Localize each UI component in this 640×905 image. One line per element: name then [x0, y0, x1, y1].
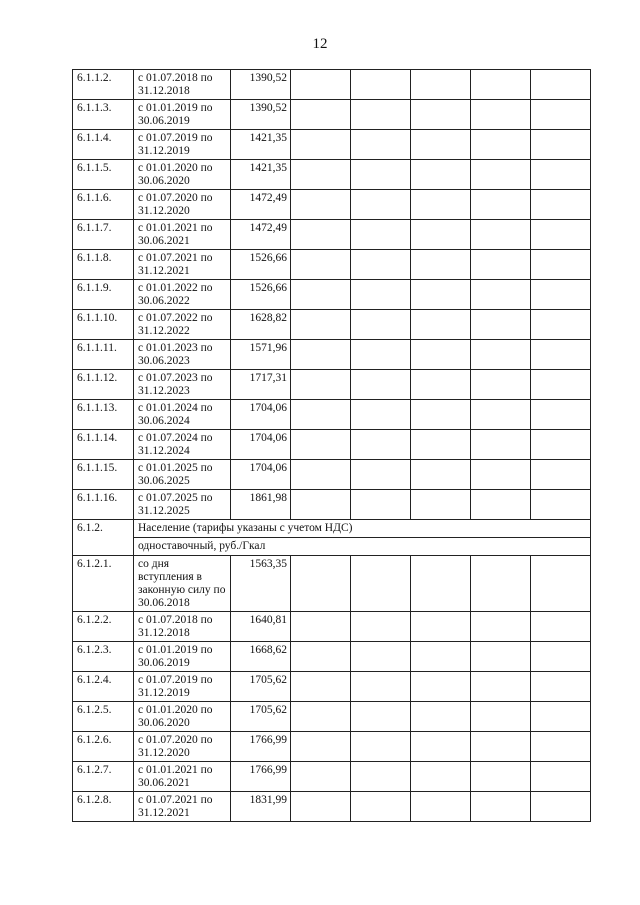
- row-period: с 01.01.2022 по 30.06.2022: [134, 280, 231, 310]
- row-number: 6.1.2.5.: [73, 702, 134, 732]
- empty-cell: [411, 642, 471, 672]
- empty-cell: [531, 340, 591, 370]
- empty-cell: [291, 460, 351, 490]
- empty-cell: [291, 702, 351, 732]
- row-number: 6.1.1.11.: [73, 340, 134, 370]
- empty-cell: [531, 160, 591, 190]
- row-value: 1668,62: [231, 642, 291, 672]
- row-value: 1640,81: [231, 612, 291, 642]
- empty-cell: [291, 340, 351, 370]
- empty-cell: [411, 762, 471, 792]
- empty-cell: [471, 702, 531, 732]
- row-period: с 01.07.2019 по 31.12.2019: [134, 672, 231, 702]
- row-value: 1717,31: [231, 370, 291, 400]
- empty-cell: [351, 310, 411, 340]
- table-row: [73, 100, 591, 130]
- empty-cell: [471, 612, 531, 642]
- empty-cell: [291, 762, 351, 792]
- table-row: [73, 370, 591, 400]
- empty-cell: [351, 642, 411, 672]
- row-number: 6.1.1.4.: [73, 130, 134, 160]
- row-value: 1563,35: [231, 556, 291, 612]
- row-number: 6.1.1.3.: [73, 100, 134, 130]
- empty-cell: [291, 430, 351, 460]
- empty-cell: [531, 130, 591, 160]
- row-value: 1390,52: [231, 70, 291, 100]
- table-row: [73, 556, 591, 612]
- row-value: 1831,99: [231, 792, 291, 822]
- row-period: с 01.01.2020 по 30.06.2020: [134, 702, 231, 732]
- row-number: 6.1.2.2.: [73, 612, 134, 642]
- empty-cell: [291, 280, 351, 310]
- row-number: 6.1.2.3.: [73, 642, 134, 672]
- row-value: 1766,99: [231, 762, 291, 792]
- empty-cell: [531, 672, 591, 702]
- empty-cell: [351, 490, 411, 520]
- empty-cell: [291, 672, 351, 702]
- row-period: с 01.07.2019 по 31.12.2019: [134, 130, 231, 160]
- empty-cell: [471, 556, 531, 612]
- page-number: 12: [312, 36, 328, 52]
- empty-cell: [411, 220, 471, 250]
- row-value: 1421,35: [231, 130, 291, 160]
- empty-cell: [411, 100, 471, 130]
- table-row: [73, 160, 591, 190]
- row-value: 1861,98: [231, 490, 291, 520]
- empty-cell: [351, 100, 411, 130]
- table-row: [73, 250, 591, 280]
- row-period: со дня вступления в законную силу по 30.06.2018: [134, 556, 231, 612]
- empty-cell: [411, 672, 471, 702]
- empty-cell: [411, 792, 471, 822]
- table-row: [73, 430, 591, 460]
- table-row: [73, 702, 591, 732]
- row-number: 6.1.2.4.: [73, 672, 134, 702]
- row-value: 1705,62: [231, 672, 291, 702]
- empty-cell: [531, 70, 591, 100]
- row-number: 6.1.1.12.: [73, 370, 134, 400]
- empty-cell: [351, 70, 411, 100]
- empty-cell: [531, 612, 591, 642]
- row-period: с 01.01.2020 по 30.06.2020: [134, 160, 231, 190]
- row-value: 1628,82: [231, 310, 291, 340]
- row-period: с 01.01.2019 по 30.06.2019: [134, 100, 231, 130]
- section-subtitle-row: [73, 538, 591, 556]
- empty-cell: [411, 340, 471, 370]
- empty-cell: [471, 310, 531, 340]
- empty-cell: [531, 762, 591, 792]
- table-row: [73, 642, 591, 672]
- empty-cell: [291, 732, 351, 762]
- empty-cell: [531, 280, 591, 310]
- row-period: с 01.01.2023 по 30.06.2023: [134, 340, 231, 370]
- empty-cell: [531, 702, 591, 732]
- empty-cell: [411, 250, 471, 280]
- table-row: [73, 280, 591, 310]
- row-value: 1704,06: [231, 430, 291, 460]
- row-number: 6.1.1.6.: [73, 190, 134, 220]
- row-period: с 01.07.2023 по 31.12.2023: [134, 370, 231, 400]
- row-period: с 01.01.2024 по 30.06.2024: [134, 400, 231, 430]
- row-value: 1421,35: [231, 160, 291, 190]
- empty-cell: [351, 280, 411, 310]
- row-number: 6.1.1.13.: [73, 400, 134, 430]
- empty-cell: [411, 190, 471, 220]
- empty-cell: [411, 732, 471, 762]
- empty-cell: [351, 370, 411, 400]
- row-value: 1571,96: [231, 340, 291, 370]
- empty-cell: [471, 762, 531, 792]
- empty-cell: [411, 430, 471, 460]
- empty-cell: [411, 460, 471, 490]
- empty-cell: [531, 490, 591, 520]
- table-row: [73, 130, 591, 160]
- section-title-row: [73, 520, 591, 538]
- row-period: с 01.07.2020 по 31.12.2020: [134, 732, 231, 762]
- row-value: 1704,06: [231, 460, 291, 490]
- empty-cell: [471, 732, 531, 762]
- section-subtitle: одноставочный, руб./Гкал: [134, 538, 591, 556]
- row-value: 1704,06: [231, 400, 291, 430]
- empty-cell: [411, 70, 471, 100]
- row-number: 6.1.2.7.: [73, 762, 134, 792]
- tariff-rows-bottom: [73, 556, 591, 822]
- empty-cell: [531, 370, 591, 400]
- empty-cell: [411, 370, 471, 400]
- empty-cell: [351, 340, 411, 370]
- empty-cell: [531, 250, 591, 280]
- row-number: 6.1.1.10.: [73, 310, 134, 340]
- table-row: [73, 762, 591, 792]
- row-number: 6.1.2.1.: [73, 556, 134, 612]
- empty-cell: [411, 280, 471, 310]
- row-period: с 01.07.2025 по 31.12.2025: [134, 490, 231, 520]
- empty-cell: [411, 612, 471, 642]
- row-value: 1390,52: [231, 100, 291, 130]
- empty-cell: [411, 400, 471, 430]
- row-period: с 01.07.2021 по 31.12.2021: [134, 792, 231, 822]
- empty-cell: [291, 642, 351, 672]
- empty-cell: [471, 190, 531, 220]
- empty-cell: [531, 400, 591, 430]
- empty-cell: [291, 400, 351, 430]
- row-period: с 01.01.2025 по 30.06.2025: [134, 460, 231, 490]
- row-period: с 01.01.2019 по 30.06.2019: [134, 642, 231, 672]
- empty-cell: [471, 642, 531, 672]
- empty-cell: [531, 310, 591, 340]
- empty-cell: [531, 792, 591, 822]
- empty-cell: [351, 160, 411, 190]
- row-number: 6.1.2.8.: [73, 792, 134, 822]
- empty-cell: [351, 130, 411, 160]
- empty-cell: [471, 400, 531, 430]
- section-population: [73, 520, 591, 556]
- empty-cell: [351, 556, 411, 612]
- row-number: 6.1.1.8.: [73, 250, 134, 280]
- empty-cell: [471, 220, 531, 250]
- table-row: [73, 70, 591, 100]
- table-row: [73, 732, 591, 762]
- empty-cell: [411, 160, 471, 190]
- row-number: 6.1.1.9.: [73, 280, 134, 310]
- row-number: 6.1.1.7.: [73, 220, 134, 250]
- row-value: 1705,62: [231, 702, 291, 732]
- empty-cell: [471, 340, 531, 370]
- row-period: с 01.07.2021 по 31.12.2021: [134, 250, 231, 280]
- row-value: 1766,99: [231, 732, 291, 762]
- row-period: с 01.01.2021 по 30.06.2021: [134, 220, 231, 250]
- empty-cell: [351, 702, 411, 732]
- row-period: с 01.07.2018 по 31.12.2018: [134, 70, 231, 100]
- empty-cell: [411, 702, 471, 732]
- empty-cell: [531, 190, 591, 220]
- empty-cell: [351, 732, 411, 762]
- row-number: 6.1.1.5.: [73, 160, 134, 190]
- empty-cell: [351, 672, 411, 702]
- empty-cell: [411, 490, 471, 520]
- table-row: [73, 190, 591, 220]
- empty-cell: [291, 250, 351, 280]
- empty-cell: [291, 612, 351, 642]
- row-value: 1472,49: [231, 220, 291, 250]
- empty-cell: [471, 792, 531, 822]
- empty-cell: [351, 400, 411, 430]
- empty-cell: [351, 460, 411, 490]
- empty-cell: [291, 556, 351, 612]
- empty-cell: [351, 762, 411, 792]
- empty-cell: [291, 130, 351, 160]
- row-number: 6.1.1.15.: [73, 460, 134, 490]
- row-value: 1526,66: [231, 250, 291, 280]
- row-period: с 01.07.2022 по 31.12.2022: [134, 310, 231, 340]
- table-row: [73, 490, 591, 520]
- row-value: 1472,49: [231, 190, 291, 220]
- section-title: Население (тарифы указаны с учетом НДС): [134, 520, 591, 538]
- empty-cell: [471, 70, 531, 100]
- table-row: [73, 460, 591, 490]
- empty-cell: [531, 220, 591, 250]
- row-value: 1526,66: [231, 280, 291, 310]
- empty-cell: [291, 100, 351, 130]
- table-row: [73, 672, 591, 702]
- section-number: 6.1.2.: [73, 520, 134, 556]
- table-row: [73, 340, 591, 370]
- empty-cell: [291, 310, 351, 340]
- row-period: с 01.07.2020 по 31.12.2020: [134, 190, 231, 220]
- row-period: с 01.07.2018 по 31.12.2018: [134, 612, 231, 642]
- table-row: [73, 220, 591, 250]
- row-number: 6.1.1.16.: [73, 490, 134, 520]
- empty-cell: [531, 732, 591, 762]
- row-number: 6.1.2.6.: [73, 732, 134, 762]
- empty-cell: [471, 100, 531, 130]
- empty-cell: [471, 672, 531, 702]
- table-row: [73, 612, 591, 642]
- empty-cell: [291, 220, 351, 250]
- empty-cell: [351, 792, 411, 822]
- empty-cell: [351, 220, 411, 250]
- empty-cell: [411, 556, 471, 612]
- empty-cell: [291, 370, 351, 400]
- empty-cell: [291, 160, 351, 190]
- empty-cell: [291, 190, 351, 220]
- table-row: [73, 310, 591, 340]
- row-number: 6.1.1.2.: [73, 70, 134, 100]
- empty-cell: [291, 490, 351, 520]
- empty-cell: [471, 490, 531, 520]
- empty-cell: [471, 370, 531, 400]
- empty-cell: [411, 130, 471, 160]
- empty-cell: [351, 250, 411, 280]
- tariff-table: [72, 69, 591, 822]
- row-period: с 01.07.2024 по 31.12.2024: [134, 430, 231, 460]
- empty-cell: [531, 642, 591, 672]
- empty-cell: [531, 556, 591, 612]
- empty-cell: [471, 250, 531, 280]
- empty-cell: [531, 100, 591, 130]
- empty-cell: [531, 430, 591, 460]
- tariff-rows-top: [73, 70, 591, 520]
- table-row: [73, 792, 591, 822]
- empty-cell: [411, 310, 471, 340]
- empty-cell: [291, 792, 351, 822]
- empty-cell: [471, 430, 531, 460]
- empty-cell: [351, 430, 411, 460]
- empty-cell: [471, 280, 531, 310]
- row-period: с 01.01.2021 по 30.06.2021: [134, 762, 231, 792]
- empty-cell: [351, 190, 411, 220]
- empty-cell: [351, 612, 411, 642]
- empty-cell: [531, 460, 591, 490]
- empty-cell: [471, 160, 531, 190]
- table-row: [73, 400, 591, 430]
- empty-cell: [471, 460, 531, 490]
- empty-cell: [471, 130, 531, 160]
- empty-cell: [291, 70, 351, 100]
- row-number: 6.1.1.14.: [73, 430, 134, 460]
